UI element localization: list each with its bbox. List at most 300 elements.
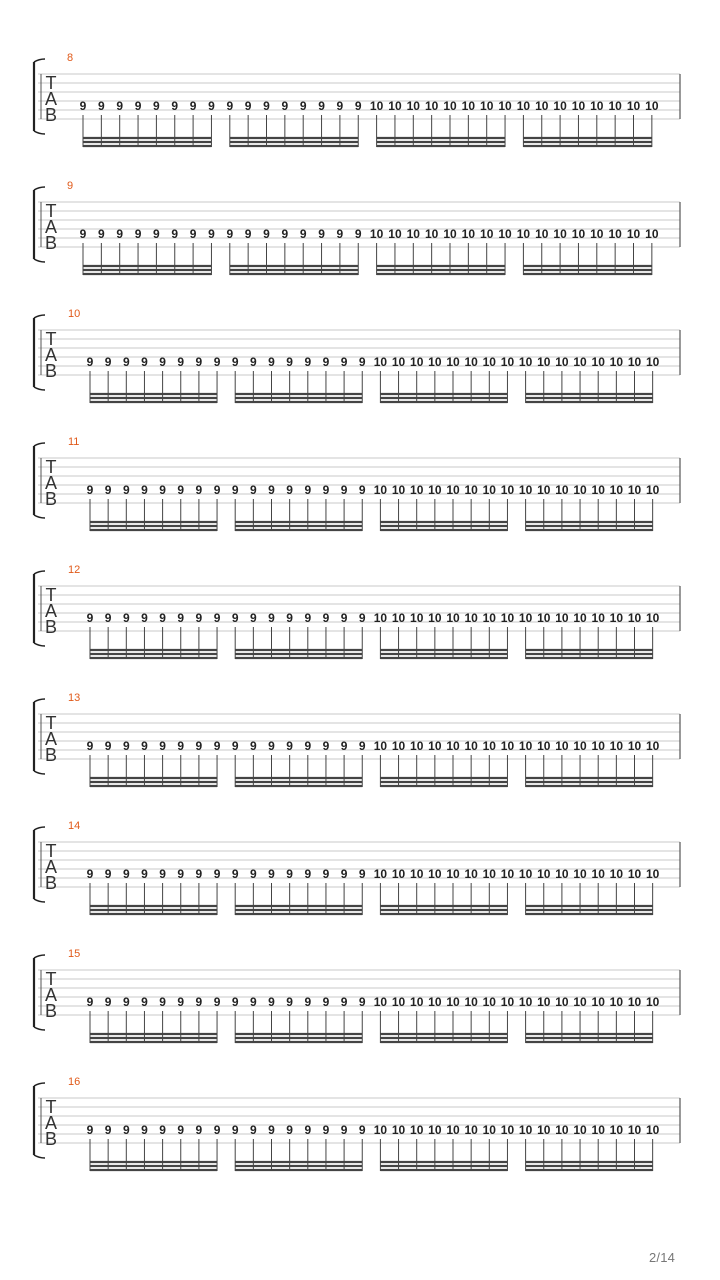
- tab-clef-letter: B: [44, 105, 58, 125]
- fret-number: 9: [213, 483, 221, 497]
- fret-number: 9: [116, 99, 124, 113]
- fret-number: 10: [645, 355, 660, 369]
- fret-number: 10: [446, 867, 460, 881]
- fret-number: 9: [86, 483, 94, 497]
- fret-number: 10: [443, 227, 457, 241]
- fret-number: 10: [518, 867, 533, 881]
- fret-number: 9: [177, 739, 185, 753]
- bracket-bottom-hook: [34, 899, 45, 902]
- fret-number: 9: [286, 483, 293, 497]
- tab-clef-letter: B: [44, 361, 58, 381]
- fret-number: 10: [482, 739, 496, 753]
- tab-clef-letter: A: [44, 217, 58, 237]
- fret-number: 9: [250, 995, 257, 1009]
- measure-number: 12: [68, 564, 81, 576]
- fret-number: 9: [336, 227, 344, 241]
- fret-number: 9: [122, 355, 130, 369]
- tab-clef-letter: A: [44, 1113, 58, 1133]
- fret-number: 10: [373, 355, 388, 369]
- fret-number: 10: [645, 739, 660, 753]
- fret-number: 9: [322, 611, 330, 625]
- fret-number: 9: [263, 227, 270, 241]
- measure-number: 9: [67, 180, 74, 192]
- fret-number: 9: [141, 867, 148, 881]
- fret-number: 9: [122, 867, 130, 881]
- fret-number: 9: [250, 1123, 257, 1137]
- fret-number: 9: [159, 483, 166, 497]
- tab-system: [34, 180, 680, 275]
- fret-number: 9: [231, 867, 239, 881]
- fret-number: 10: [537, 995, 551, 1009]
- tab-clef-letter: A: [44, 601, 58, 621]
- fret-number: 10: [591, 483, 605, 497]
- measure-number: 14: [68, 820, 81, 832]
- fret-number: 9: [141, 355, 148, 369]
- fret-number: 9: [195, 1123, 203, 1137]
- fret-number: 10: [373, 867, 388, 881]
- fret-number: 10: [518, 995, 533, 1009]
- fret-number: 10: [498, 99, 512, 113]
- tab-clef-letter: T: [45, 841, 57, 861]
- tab-clef-letter: T: [45, 457, 57, 477]
- fret-number: 9: [195, 995, 203, 1009]
- fret-number: 10: [424, 227, 439, 241]
- measure-number: 10: [68, 308, 81, 320]
- fret-number: 9: [286, 355, 293, 369]
- fret-number: 10: [590, 99, 604, 113]
- fret-number: 9: [244, 99, 252, 113]
- tab-clef-letter: T: [45, 73, 57, 93]
- measure-number: 11: [68, 436, 80, 448]
- fret-number: 9: [340, 483, 348, 497]
- fret-number: 10: [464, 483, 478, 497]
- fret-number: 9: [122, 483, 130, 497]
- fret-number: 10: [590, 227, 604, 241]
- fret-number: 10: [410, 739, 424, 753]
- fret-number: 9: [86, 355, 94, 369]
- fret-number: 10: [573, 483, 587, 497]
- fret-number: 9: [281, 99, 289, 113]
- fret-number: 10: [573, 611, 587, 625]
- fret-number: 9: [213, 611, 221, 625]
- fret-number: 10: [428, 739, 442, 753]
- fret-number: 9: [141, 739, 148, 753]
- fret-number: 10: [428, 611, 442, 625]
- fret-number: 9: [141, 483, 148, 497]
- fret-number: 9: [195, 355, 203, 369]
- fret-number: 9: [79, 99, 87, 113]
- tab-clef-letter: T: [45, 585, 57, 605]
- fret-number: 10: [608, 99, 622, 113]
- fret-number: 10: [500, 355, 515, 369]
- fret-number: 9: [171, 227, 179, 241]
- fret-number: 9: [304, 995, 312, 1009]
- fret-number: 9: [268, 867, 275, 881]
- fret-number: 10: [388, 227, 402, 241]
- fret-number: 9: [213, 1123, 221, 1137]
- fret-number: 10: [537, 355, 551, 369]
- fret-number: 9: [98, 99, 105, 113]
- tab-clef-letter: A: [44, 729, 58, 749]
- fret-number: 10: [446, 611, 460, 625]
- fret-number: 10: [500, 1123, 515, 1137]
- fret-number: 9: [86, 995, 94, 1009]
- bracket-top-hook: [34, 315, 45, 318]
- fret-number: 10: [555, 739, 569, 753]
- fret-number: 10: [609, 995, 624, 1009]
- fret-number: 10: [518, 355, 533, 369]
- tab-system: [34, 948, 680, 1043]
- fret-number: 10: [410, 355, 424, 369]
- fret-number: 10: [480, 99, 494, 113]
- fret-number: 9: [299, 99, 307, 113]
- fret-number: 9: [318, 227, 325, 241]
- tab-clef-letter: A: [44, 473, 58, 493]
- fret-number: 9: [322, 1123, 330, 1137]
- bracket-bottom-hook: [34, 387, 45, 390]
- fret-number: 10: [591, 867, 605, 881]
- fret-number: 9: [250, 867, 257, 881]
- fret-number: 10: [482, 611, 496, 625]
- fret-number: 9: [231, 995, 239, 1009]
- fret-number: 9: [358, 995, 366, 1009]
- fret-number: 10: [428, 995, 442, 1009]
- fret-number: 9: [104, 739, 112, 753]
- fret-number: 9: [213, 355, 221, 369]
- fret-number: 10: [369, 227, 384, 241]
- fret-number: 10: [428, 355, 442, 369]
- fret-number: 9: [134, 227, 142, 241]
- fret-number: 10: [537, 483, 551, 497]
- fret-number: 9: [304, 1123, 312, 1137]
- fret-number: 9: [358, 739, 366, 753]
- fret-number: 9: [231, 1123, 239, 1137]
- fret-number: 9: [122, 611, 130, 625]
- fret-number: 9: [141, 611, 148, 625]
- fret-number: 10: [609, 739, 624, 753]
- fret-number: 10: [446, 739, 460, 753]
- fret-number: 10: [406, 227, 420, 241]
- fret-number: 10: [626, 227, 641, 241]
- fret-number: 9: [322, 867, 330, 881]
- fret-number: 9: [318, 99, 325, 113]
- fret-number: 9: [195, 739, 203, 753]
- fret-number: 10: [555, 1123, 569, 1137]
- fret-number: 10: [464, 867, 478, 881]
- fret-number: 10: [518, 483, 533, 497]
- bracket-top-hook: [34, 187, 45, 190]
- tab-system: [34, 308, 680, 403]
- fret-number: 10: [464, 739, 478, 753]
- fret-number: 10: [410, 483, 424, 497]
- fret-number: 10: [482, 867, 496, 881]
- fret-number: 10: [388, 99, 402, 113]
- fret-number: 9: [299, 227, 307, 241]
- fret-number: 10: [645, 867, 660, 881]
- bracket-bottom-hook: [34, 515, 45, 518]
- bracket-top-hook: [34, 571, 45, 574]
- tab-clef-letter: B: [44, 745, 58, 765]
- tab-clef-letter: T: [45, 969, 57, 989]
- fret-number: 10: [573, 867, 587, 881]
- fret-number: 10: [573, 355, 587, 369]
- fret-number: 10: [391, 995, 406, 1009]
- fret-number: 10: [446, 483, 460, 497]
- fret-number: 9: [159, 355, 166, 369]
- tab-clef-letter: A: [44, 857, 58, 877]
- fret-number: 10: [537, 739, 551, 753]
- fret-number: 9: [250, 355, 257, 369]
- fret-number: 10: [464, 995, 478, 1009]
- bracket-top-hook: [34, 443, 45, 446]
- fret-number: 10: [608, 227, 622, 241]
- fret-number: 9: [268, 611, 275, 625]
- bracket-bottom-hook: [34, 131, 45, 134]
- fret-number: 9: [268, 1123, 275, 1137]
- fret-number: 10: [482, 995, 496, 1009]
- fret-number: 10: [500, 611, 515, 625]
- tab-system: [34, 820, 680, 915]
- fret-number: 10: [500, 995, 515, 1009]
- fret-number: 9: [358, 355, 366, 369]
- fret-number: 10: [500, 739, 515, 753]
- fret-number: 9: [159, 867, 166, 881]
- bracket-top-hook: [34, 1083, 45, 1086]
- fret-number: 10: [410, 611, 424, 625]
- tab-clef-letter: B: [44, 1001, 58, 1021]
- fret-number: 10: [609, 483, 624, 497]
- fret-number: 10: [518, 611, 533, 625]
- tab-clef-letter: B: [44, 617, 58, 637]
- bracket-bottom-hook: [34, 1027, 45, 1030]
- tab-clef-letter: B: [44, 873, 58, 893]
- fret-number: 10: [645, 99, 659, 113]
- fret-number: 9: [141, 1123, 148, 1137]
- fret-number: 10: [446, 355, 460, 369]
- fret-number: 9: [268, 739, 275, 753]
- fret-number: 9: [244, 227, 252, 241]
- fret-number: 9: [336, 99, 344, 113]
- fret-number: 10: [591, 611, 605, 625]
- fret-number: 10: [535, 227, 549, 241]
- fret-number: 10: [410, 867, 424, 881]
- fret-number: 10: [591, 1123, 605, 1137]
- fret-number: 10: [573, 1123, 587, 1137]
- fret-number: 10: [591, 995, 605, 1009]
- fret-number: 10: [627, 355, 642, 369]
- fret-number: 10: [555, 867, 569, 881]
- fret-number: 10: [627, 995, 642, 1009]
- fret-number: 10: [498, 227, 512, 241]
- fret-number: 9: [104, 867, 112, 881]
- fret-number: 9: [122, 1123, 130, 1137]
- fret-number: 9: [322, 995, 330, 1009]
- tab-clef-letter: T: [45, 1097, 57, 1117]
- fret-number: 9: [177, 355, 185, 369]
- fret-number: 10: [446, 1123, 460, 1137]
- fret-number: 9: [322, 355, 330, 369]
- fret-number: 9: [195, 483, 203, 497]
- fret-number: 10: [480, 227, 494, 241]
- page-number: 2/14: [649, 1250, 676, 1265]
- fret-number: 9: [231, 355, 239, 369]
- fret-number: 10: [461, 99, 476, 113]
- fret-number: 9: [286, 739, 293, 753]
- fret-number: 9: [159, 1123, 166, 1137]
- fret-number: 10: [482, 355, 496, 369]
- fret-number: 9: [177, 867, 185, 881]
- fret-number: 9: [177, 995, 185, 1009]
- fret-number: 9: [141, 995, 148, 1009]
- fret-number: 9: [122, 995, 130, 1009]
- fret-number: 10: [645, 611, 660, 625]
- fret-number: 10: [391, 739, 406, 753]
- fret-number: 10: [645, 995, 660, 1009]
- fret-number: 9: [159, 611, 166, 625]
- fret-number: 9: [226, 99, 234, 113]
- fret-number: 9: [286, 611, 293, 625]
- fret-number: 9: [281, 227, 289, 241]
- fret-number: 9: [340, 995, 348, 1009]
- bracket-bottom-hook: [34, 259, 45, 262]
- fret-number: 10: [627, 867, 642, 881]
- fret-number: 10: [537, 867, 551, 881]
- fret-number: 10: [428, 867, 442, 881]
- tab-clef-letter: T: [45, 201, 57, 221]
- bracket-bottom-hook: [34, 771, 45, 774]
- bracket-top-hook: [34, 955, 45, 958]
- fret-number: 9: [340, 355, 348, 369]
- fret-number: 10: [627, 483, 642, 497]
- fret-number: 9: [208, 99, 215, 113]
- fret-number: 10: [424, 99, 439, 113]
- fret-number: 9: [116, 227, 124, 241]
- fret-number: 9: [263, 99, 270, 113]
- fret-number: 10: [518, 739, 533, 753]
- fret-number: 10: [627, 739, 642, 753]
- fret-number: 10: [537, 611, 551, 625]
- fret-number: 9: [79, 227, 87, 241]
- fret-number: 10: [373, 483, 388, 497]
- tab-clef-letter: T: [45, 713, 57, 733]
- fret-number: 9: [231, 739, 239, 753]
- fret-number: 9: [358, 483, 366, 497]
- measure-number: 16: [68, 1076, 81, 1088]
- fret-number: 10: [571, 227, 586, 241]
- fret-number: 9: [304, 483, 312, 497]
- fret-number: 9: [358, 1123, 366, 1137]
- fret-number: 9: [354, 99, 362, 113]
- fret-number: 10: [591, 739, 605, 753]
- fret-number: 10: [516, 227, 531, 241]
- fret-number: 10: [645, 483, 660, 497]
- fret-number: 10: [555, 995, 569, 1009]
- fret-number: 9: [213, 739, 221, 753]
- fret-number: 9: [195, 867, 203, 881]
- fret-number: 9: [231, 611, 239, 625]
- fret-number: 10: [626, 99, 641, 113]
- fret-number: 10: [428, 483, 442, 497]
- fret-number: 9: [354, 227, 362, 241]
- fret-number: 10: [500, 483, 515, 497]
- fret-number: 9: [189, 99, 197, 113]
- fret-number: 9: [268, 355, 275, 369]
- fret-number: 10: [482, 1123, 496, 1137]
- fret-number: 9: [322, 483, 330, 497]
- fret-number: 9: [153, 227, 160, 241]
- fret-number: 9: [250, 483, 257, 497]
- tab-clef-letter: B: [44, 489, 58, 509]
- fret-number: 9: [86, 739, 94, 753]
- fret-number: 10: [555, 611, 569, 625]
- fret-number: 9: [104, 611, 112, 625]
- fret-number: 10: [446, 995, 460, 1009]
- fret-number: 10: [461, 227, 476, 241]
- fret-number: 10: [553, 227, 567, 241]
- fret-number: 10: [428, 1123, 442, 1137]
- fret-number: 9: [304, 739, 312, 753]
- fret-number: 9: [104, 995, 112, 1009]
- fret-number: 9: [226, 227, 234, 241]
- fret-number: 9: [286, 867, 293, 881]
- fret-number: 9: [340, 611, 348, 625]
- fret-number: 10: [410, 995, 424, 1009]
- tab-system: [34, 692, 680, 787]
- fret-number: 9: [159, 995, 166, 1009]
- tab-system: [34, 436, 680, 531]
- fret-number: 10: [373, 611, 388, 625]
- fret-number: 10: [573, 995, 587, 1009]
- fret-number: 9: [195, 611, 203, 625]
- tab-clef-letter: T: [45, 329, 57, 349]
- fret-number: 10: [518, 1123, 533, 1137]
- tab-clef-letter: A: [44, 89, 58, 109]
- fret-number: 9: [286, 1123, 293, 1137]
- fret-number: 9: [304, 611, 312, 625]
- measure-number: 8: [67, 52, 74, 64]
- fret-number: 9: [250, 739, 257, 753]
- fret-number: 10: [373, 995, 388, 1009]
- fret-number: 9: [213, 995, 221, 1009]
- fret-number: 9: [268, 995, 275, 1009]
- tab-system: [34, 1076, 680, 1171]
- fret-number: 10: [373, 1123, 388, 1137]
- fret-number: 9: [213, 867, 221, 881]
- fret-number: 9: [159, 739, 166, 753]
- fret-number: 10: [571, 99, 586, 113]
- fret-number: 10: [645, 1123, 660, 1137]
- fret-number: 10: [537, 1123, 551, 1137]
- fret-number: 10: [391, 355, 406, 369]
- fret-number: 9: [189, 227, 197, 241]
- fret-number: 10: [443, 99, 457, 113]
- tab-clef-letter: B: [44, 233, 58, 253]
- bracket-bottom-hook: [34, 643, 45, 646]
- fret-number: 10: [591, 355, 605, 369]
- fret-number: 9: [86, 611, 94, 625]
- fret-number: 9: [340, 1123, 348, 1137]
- fret-number: 10: [391, 867, 406, 881]
- fret-number: 9: [177, 1123, 185, 1137]
- fret-number: 9: [304, 355, 312, 369]
- fret-number: 10: [410, 1123, 424, 1137]
- fret-number: 10: [391, 483, 406, 497]
- fret-number: 10: [573, 739, 587, 753]
- fret-number: 9: [86, 867, 94, 881]
- fret-number: 10: [609, 611, 624, 625]
- fret-number: 9: [231, 483, 239, 497]
- fret-number: 9: [208, 227, 215, 241]
